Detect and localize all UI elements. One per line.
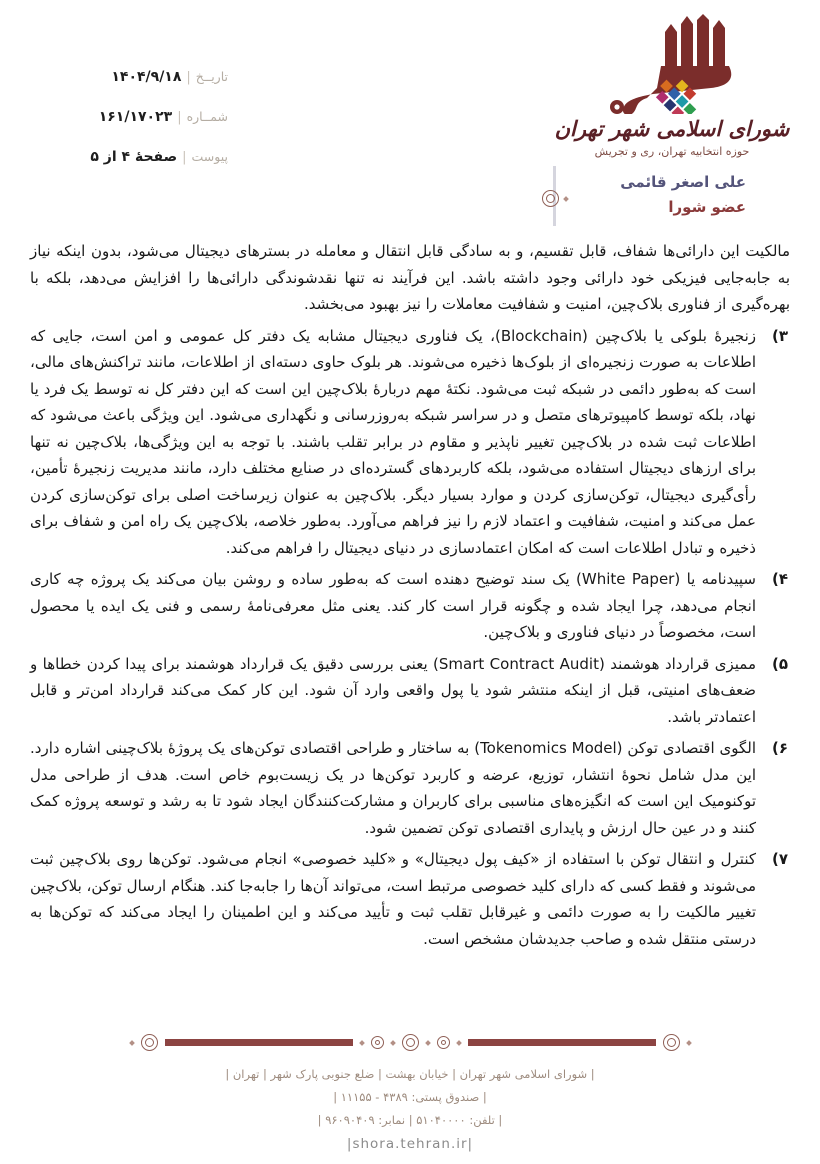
item-number: ۷) [771, 850, 788, 868]
footer-pobox: | صندوق پستی: ۴۳۸۹ - ۱۱۱۵۵ | [333, 1090, 487, 1104]
date-value: ۱۴۰۴/۹/۱۸ [111, 69, 182, 85]
list-item-5 [30, 651, 790, 731]
list-item-7 [30, 846, 790, 952]
attachment-value: صفحهٔ ۴ از ۵ [90, 149, 178, 165]
date-label: تاریــخ [195, 69, 228, 84]
stamp-rosette-icon [542, 190, 568, 207]
attachment-field [28, 146, 228, 165]
footer-address: | شورای اسلامی شهر تهران | خیابان بهشت | ضلع جنوبی پارک شهر | تهران | [225, 1067, 595, 1081]
diamond-dot-icon [425, 1040, 431, 1046]
list-item-3 [30, 323, 790, 562]
diamond-dot-icon [456, 1040, 462, 1046]
diamond-dot-icon [563, 196, 569, 202]
member-name: علی اصغر قائمی [620, 173, 746, 191]
header-fields [28, 66, 228, 186]
item-text: کنترل و انتقال توکن با استفاده از «کیف پول دیجیتال» و «کلید خصوصی» انجام می‌شود. توکن‌ها روی بلاک‌چین ثبت می‌شوند و فقط کسی که دارای کلید خصوصی مرتبط است، می‌تواند آن‌ها را جابه‌جا کند. هنگام ارسال توکن، بلاک‌چین تغییر مالکیت را به صورت دائمی و غیرقابل تقلب ثبت و تأیید می‌کند و این اطمینان را ایجاد می‌کند که توکن‌ها به درستی منتقل شده و صاحب جدیدشان مشخص است. [30, 850, 756, 948]
council-emblem-icon [587, 14, 757, 114]
item-number: ۶) [771, 739, 788, 757]
rosette-icon [371, 1036, 384, 1049]
item-number: ۴) [771, 570, 788, 588]
field-separator: | [182, 150, 187, 165]
list-item-6 [30, 735, 790, 841]
attachment-label: پیوست [191, 149, 228, 164]
list-item-4 [30, 566, 790, 646]
field-separator: | [186, 70, 191, 85]
member-box [553, 166, 746, 226]
rosette-icon [141, 1034, 158, 1051]
footer-phone-fax: | تلفن: ۵۱۰۴۰۰۰۰ | نمابر: ۹۶۰۹۰۴۰۹ | [317, 1113, 503, 1127]
diamond-dot-icon [686, 1040, 692, 1046]
number-field [28, 106, 228, 125]
item-text: سپیدنامه یا (White Paper) یک سند توضیح دهنده است که به‌طور ساده و روشن بیان می‌کند یک پروژه چه کاری انجام می‌دهد، چرا ایجاد شده و چگونه قرار است کار کند. یعنی مثل معرفی‌نامهٔ رسمی و فنی یک ایده یا محصول است، مخصوصاً در دنیای فناوری و بلاک‌چین. [30, 570, 756, 641]
field-separator: | [177, 110, 182, 125]
item-text: الگوی اقتصادی توکن (Tokenomics Model) به ساختار و طراحی اقتصادی توکن‌های یک پروژهٔ بلاک‌چینی اشاره دارد. این مدل شامل نحوهٔ انتشار، توزیع، عرضه و کاربرد توکن‌ها در یک زیست‌بوم خاص است. هدف از طراحی مدل توکنومیک این است که انگیزه‌های مناسبی برای کاربران و مشارکت‌کنندگان ایجاد شود تا به رشد و توسعه پروژه کمک کنند و در عین حال ارزش و پایداری اقتصادی توکن تضمین شود. [30, 739, 756, 837]
diamond-dot-icon [390, 1040, 396, 1046]
number-value: ۱۶۱/۱۷۰۲۳ [98, 109, 173, 125]
org-header [552, 14, 792, 158]
item-text: ممیزی قرارداد هوشمند (Smart Contract Audit) یعنی بررسی دقیق یک قرارداد هوشمند برای پیدا کردن خطاها و ضعف‌های امنیتی، قبل از اینکه منتشر شود یا پول واقعی وارد آن شود. این کار کمک می‌کند قرارداد امن‌تر و قابل اعتمادتر باشد. [30, 654, 757, 726]
rosette-icon [402, 1034, 419, 1051]
rosette-icon [542, 190, 559, 207]
footer-website: |shora.tehran.ir| [346, 1136, 474, 1152]
footer-ornament [0, 1034, 820, 1051]
rosette-icon [663, 1034, 680, 1051]
rosette-icon [437, 1036, 450, 1049]
item-number: ۳) [771, 326, 788, 345]
ornament-bar [468, 1039, 656, 1046]
member-role: عضو شورا [668, 198, 746, 216]
number-label: شمــاره [186, 109, 228, 124]
org-title: شورای اسلامی شهر تهران [554, 117, 790, 141]
diamond-dot-icon [129, 1040, 135, 1046]
diamond-dot-icon [359, 1040, 365, 1046]
ornament-bar [165, 1039, 353, 1046]
item-text: زنجیرهٔ بلوکی یا بلاک‌چین (Blockchain)، یک فناوری دیجیتال مشابه یک دفتر کل عمومی و امن است، جایی که اطلاعات به صورت زنجیره‌ای از بلوک‌ها ذخیره می‌شوند. هر بلوک حاوی دسته‌ای از اطلاعات، مانند تراکنش‌های مالی، است که به‌طور دائمی در شبکه ثبت می‌شود. نکتهٔ مهم دربارهٔ بلاک‌چین این است که این دفتر کل نه توسط یک فرد یا نهاد، بلکه توسط کامپیوترهای متصل و در سراسر شبکه به‌روزرسانی و نگهداری می‌شود. این ویژگی باعث می‌شود که اطلاعات ثبت شده در بلاک‌چین تغییر ناپذیر و مقاوم در برابر تقلب باشند. با توجه به این ویژگی‌ها، بلاک‌چین نه تنها برای ارزهای دیجیتال استفاده می‌شود، بلکه کاربردهای گسترده‌ای در صنایع مختلف دارد، مانند مدیریت زنجیرهٔ تأمین، رأی‌گیری دیجیتال، توکن‌سازی کردن و موارد بسیار دیگر. بلاک‌چین به عنوان زیرساخت اصلی برای توکن‌سازی کردن عمل می‌کند و امنیت، شفافیت و اعتماد لازم را نیز فراهم می‌آورد. به‌طور خلاصه، بلاک‌چین یک راه امن و شفاف برای ذخیره و تبادل اطلاعات است که امکان اعتمادسازی در دنیای دیجیتال را فراهم می‌کند. [30, 326, 756, 557]
letter-body [30, 238, 790, 957]
org-subtitle: حوزه انتخابیه تهران، ری و تجریش [594, 145, 750, 158]
item-number: ۵) [771, 654, 788, 673]
letter-footer [0, 1034, 820, 1156]
date-field [28, 66, 228, 85]
intro-paragraph: مالکیت این دارائی‌ها شفاف، قابل تقسیم، و به سادگی قابل انتقال و معامله در بسترهای دیجیتال می‌شود، بدون اینکه نیاز به جابه‌جایی فیزیکی خود دارائی وجود داشته باشد. این فرآیند نه تنها نقدشوندگی دارائی‌ها را افزایش می‌دهد، بلکه با بهره‌گیری از فناوری بلاک‌چین، امنیت و شفافیت معاملات را نیز بهبود می‌بخشد. [30, 242, 790, 313]
